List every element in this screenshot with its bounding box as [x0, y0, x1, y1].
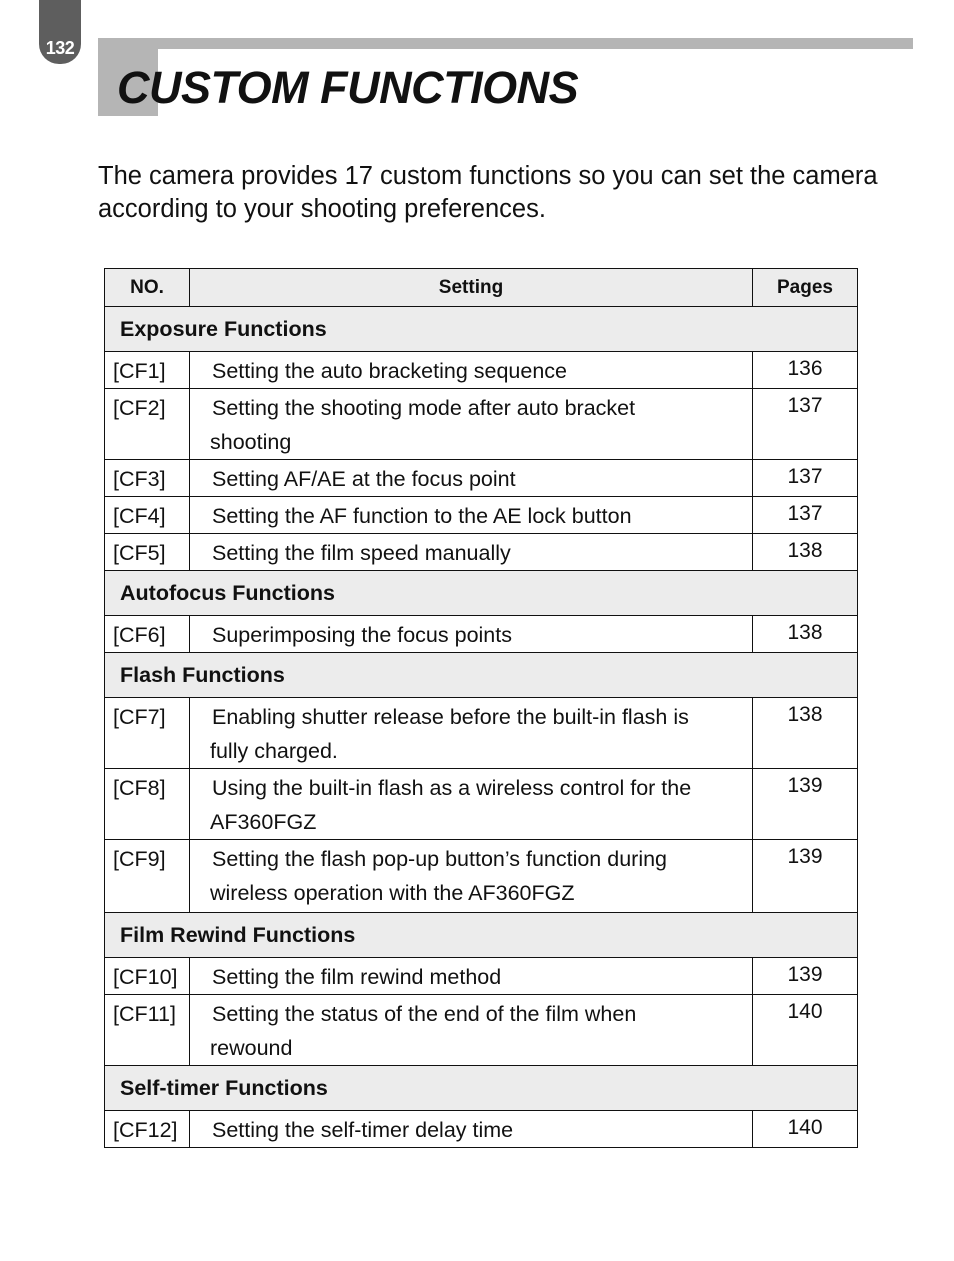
- cf-setting: [190, 840, 753, 913]
- cf-setting-line1: Setting the self-timer delay time: [212, 1118, 514, 1142]
- table-row: [105, 840, 858, 913]
- category-row-exposure: [105, 307, 858, 352]
- category-label: Exposure Functions: [105, 307, 858, 352]
- cf-setting-line1: Setting the film speed manually: [212, 541, 511, 565]
- table-row: [105, 958, 858, 995]
- cf-setting-line1: Setting the film rewind method: [212, 965, 502, 989]
- table-row: [105, 616, 858, 653]
- cf-number: [CF5]: [105, 534, 190, 571]
- cf-setting-line1: Setting the status of the end of the film when: [212, 1002, 637, 1026]
- page-number-tab: [39, 0, 81, 64]
- cf-page: 137: [753, 497, 858, 534]
- category-label: Film Rewind Functions: [105, 913, 858, 958]
- cf-page: 139: [753, 769, 858, 840]
- cf-number: [CF2]: [105, 389, 190, 460]
- cf-page: 140: [753, 995, 858, 1066]
- category-label: Self-timer Functions: [105, 1066, 858, 1111]
- page-title: CUSTOM FUNCTIONS: [117, 62, 579, 113]
- cf-page: 139: [753, 958, 858, 995]
- cf-number: [CF7]: [105, 698, 190, 769]
- category-row-self-timer: [105, 1066, 858, 1111]
- cf-setting: [190, 534, 753, 571]
- cf-setting-line1: Setting the shooting mode after auto bracket: [212, 396, 636, 420]
- cf-page: 137: [753, 460, 858, 497]
- cf-setting-line2: shooting: [210, 430, 292, 454]
- cf-setting-line1: Using the built-in flash as a wireless control for the: [212, 776, 692, 800]
- cf-number: [CF10]: [105, 958, 190, 995]
- cf-number: [CF11]: [105, 995, 190, 1066]
- cf-setting: [190, 995, 753, 1066]
- category-row-autofocus: [105, 571, 858, 616]
- cf-setting-line1: Enabling shutter release before the built-in flash is: [212, 705, 689, 729]
- cf-setting-line2: fully charged.: [210, 739, 338, 763]
- cf-setting-line2: wireless operation with the AF360FGZ: [210, 881, 575, 905]
- cf-page: 136: [753, 352, 858, 389]
- cf-setting-line1: Superimposing the focus points: [212, 623, 512, 647]
- cf-setting: [190, 460, 753, 497]
- intro-paragraph: The camera provides 17 custom functions so you can set the camera according to your shooting preferences.: [98, 162, 878, 223]
- cf-setting: [190, 958, 753, 995]
- cf-page: 140: [753, 1111, 858, 1148]
- custom-functions-table: [104, 268, 858, 1148]
- cf-setting-line2: rewound: [210, 1036, 293, 1060]
- cf-setting: [190, 497, 753, 534]
- cf-number: [CF12]: [105, 1111, 190, 1148]
- table-row: [105, 534, 858, 571]
- cf-setting: [190, 698, 753, 769]
- header-no: NO.: [105, 269, 190, 307]
- table-header-row: [105, 269, 858, 307]
- cf-page: 138: [753, 534, 858, 571]
- cf-setting-line1: Setting the flash pop-up button’s function during: [212, 847, 668, 871]
- cf-setting-line1: Setting the AF function to the AE lock button: [212, 504, 632, 528]
- cf-number: [CF6]: [105, 616, 190, 653]
- cf-setting-line1: Setting AF/AE at the focus point: [212, 467, 516, 491]
- cf-setting: [190, 616, 753, 653]
- table-row: [105, 497, 858, 534]
- table-row: [105, 352, 858, 389]
- cf-setting: [190, 769, 753, 840]
- cf-setting: [190, 1111, 753, 1148]
- header-pages: Pages: [753, 269, 858, 307]
- cf-number: [CF4]: [105, 497, 190, 534]
- table-row: [105, 769, 858, 840]
- cf-page: 139: [753, 840, 858, 913]
- category-row-film-rewind: [105, 913, 858, 958]
- cf-page: 138: [753, 698, 858, 769]
- cf-setting: [190, 389, 753, 460]
- table-row: [105, 1111, 858, 1148]
- cf-page: 137: [753, 389, 858, 460]
- cf-number: [CF3]: [105, 460, 190, 497]
- cf-setting-line2: AF360FGZ: [210, 810, 317, 834]
- category-label: Flash Functions: [105, 653, 858, 698]
- category-label: Autofocus Functions: [105, 571, 858, 616]
- cf-number: [CF9]: [105, 840, 190, 913]
- table-row: [105, 460, 858, 497]
- cf-setting: [190, 352, 753, 389]
- page-number: 132: [45, 38, 75, 58]
- title-bar-decoration: [98, 38, 913, 49]
- table-row: [105, 389, 858, 460]
- cf-setting-line1: Setting the auto bracketing sequence: [212, 359, 568, 383]
- cf-page: 138: [753, 616, 858, 653]
- cf-number: [CF8]: [105, 769, 190, 840]
- table-row: [105, 995, 858, 1066]
- header-setting: Setting: [190, 269, 753, 307]
- table-row: [105, 698, 858, 769]
- category-row-flash: [105, 653, 858, 698]
- cf-number: [CF1]: [105, 352, 190, 389]
